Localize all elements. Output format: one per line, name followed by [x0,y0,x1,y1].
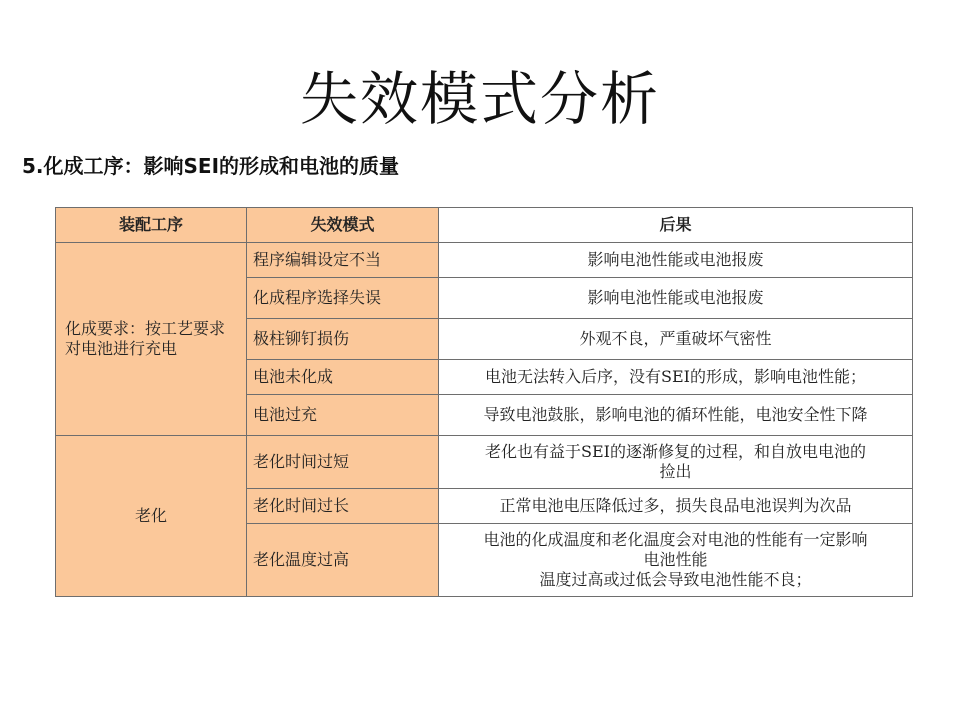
failure-mode-cell: 电池未化成 [247,360,439,395]
header-consequence: 后果 [439,208,913,243]
header-failure-mode: 失效模式 [247,208,439,243]
consequence-cell: 外观不良，严重破坏气密性 [439,319,913,360]
failure-mode-table [55,207,913,597]
failure-mode-cell: 极柱铆钉损伤 [247,319,439,360]
consequence-line: 老化也有益于SEI的逐渐修复的过程，和自放电电池的 [485,442,866,461]
failure-mode-cell: 程序编辑设定不当 [247,243,439,278]
header-process: 装配工序 [56,208,247,243]
process-cell-formation [56,243,247,436]
consequence-cell [439,524,913,597]
consequence-cell: 影响电池性能或电池报废 [439,243,913,278]
process-cell-aging [56,436,247,597]
consequence-cell: 导致电池鼓胀，影响电池的循环性能，电池安全性下降 [439,395,913,436]
section-subtitle: 5.化成工序：影响SEI的形成和电池的质量 [22,154,400,178]
process-label: 老化 [134,506,167,525]
table-row [56,436,913,489]
failure-mode-cell: 电池过充 [247,395,439,436]
failure-mode-cell: 化成程序选择失误 [247,278,439,319]
consequence-cell: 正常电池电压降低过多，损失良品电池误判为次品 [439,489,913,524]
consequence-line: 电池性能 [643,550,708,569]
consequence-cell [439,436,913,489]
page-title: 失效模式分析 [299,65,660,133]
table-row [56,243,913,278]
failure-mode-cell: 老化温度过高 [247,524,439,597]
consequence-line: 捡出 [659,462,692,481]
failure-mode-cell: 老化时间过短 [247,436,439,489]
failure-mode-cell: 老化时间过长 [247,489,439,524]
consequence-cell: 影响电池性能或电池报废 [439,278,913,319]
consequence-line: 电池的化成温度和老化温度会对电池的性能有一定影响 [483,530,868,549]
consequence-cell: 电池无法转入后序，没有SEI的形成，影响电池性能； [439,360,913,395]
consequence-line: 温度过高或过低会导致电池性能不良； [539,570,812,589]
process-label: 化成要求：按工艺要求对电池进行充电 [65,319,226,358]
